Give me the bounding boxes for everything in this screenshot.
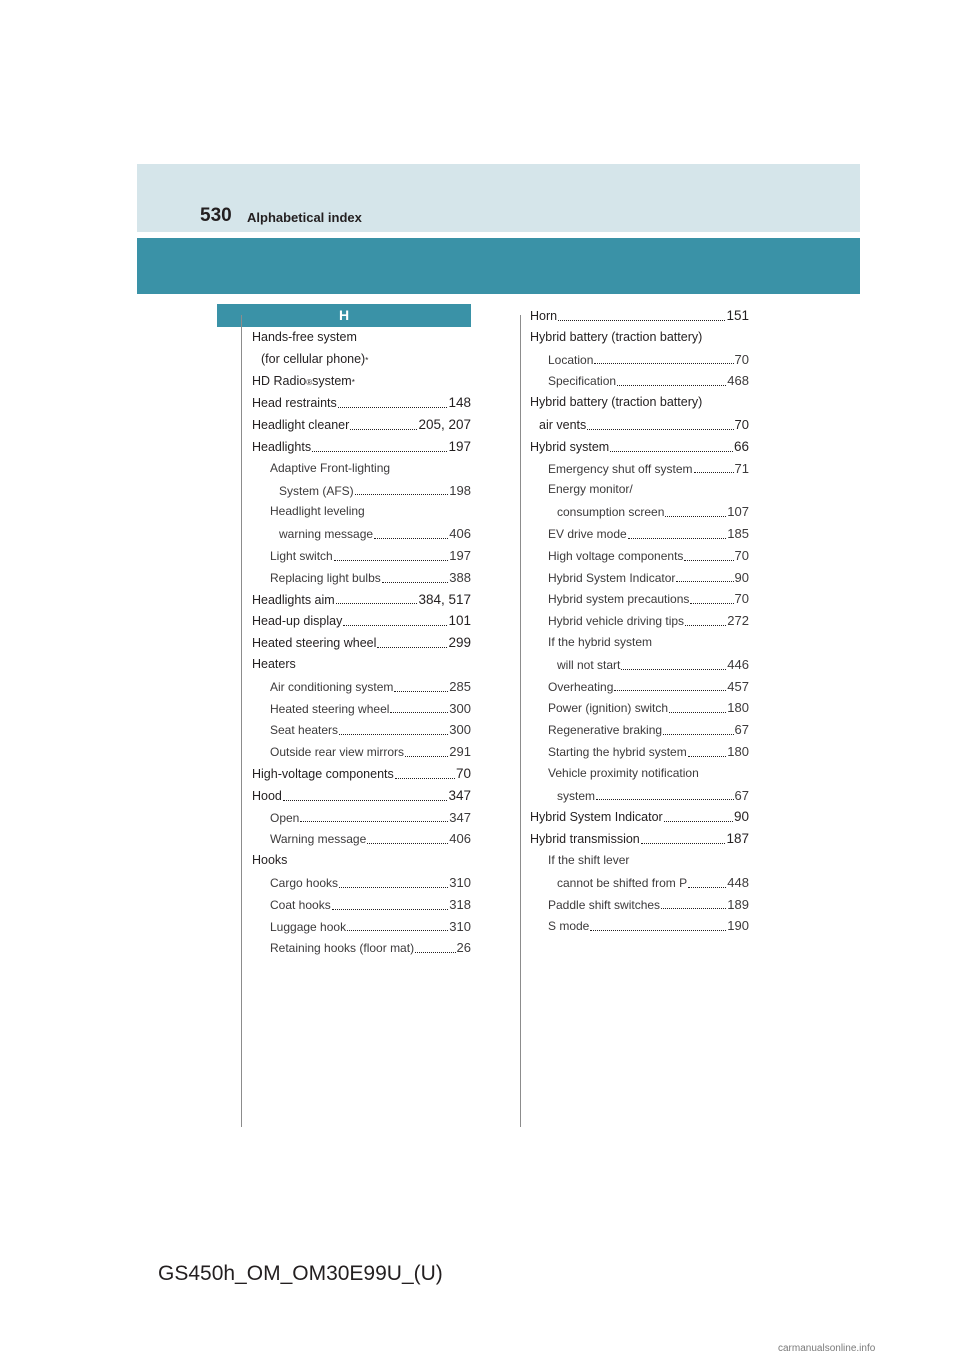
index-entry-term: (for cellular phone) (261, 351, 366, 366)
index-entry-term: Paddle shift switches (548, 897, 661, 912)
column-rule-right (520, 315, 521, 1127)
index-entry-term: Headlights aim (252, 592, 335, 607)
dot-leader (367, 842, 448, 844)
page-reference: 198 (449, 482, 471, 498)
index-entry (252, 392, 471, 414)
page-reference: 67 (734, 722, 749, 738)
dot-leader (665, 515, 726, 517)
dot-leader (350, 428, 417, 430)
page-title: Alphabetical index (247, 210, 362, 225)
index-entry (530, 305, 749, 327)
dot-leader (332, 908, 449, 910)
index-entry (530, 567, 749, 589)
index-entry-term: air vents (539, 417, 587, 432)
page-reference: 300 (449, 722, 471, 738)
index-entry (252, 937, 471, 959)
index-entry-term: Specification (548, 374, 617, 389)
index-entry-term: Luggage hook (270, 919, 347, 934)
page-reference: 70 (734, 351, 749, 367)
index-entry-term: Seat heaters (270, 723, 339, 738)
index-entry (530, 327, 749, 349)
dot-leader (610, 450, 733, 452)
index-entry-term: S mode (548, 919, 590, 934)
page-reference: 107 (727, 504, 749, 520)
dot-leader (594, 362, 733, 364)
document-code: GS450h_OM_OM30E99U_(U) (158, 1262, 443, 1285)
page-reference: 197 (448, 438, 471, 454)
dot-leader (283, 799, 448, 801)
dot-leader (343, 624, 447, 626)
page-reference: 90 (733, 809, 749, 825)
watermark: carmanualsonline.info (778, 1343, 876, 1354)
dot-leader (377, 646, 447, 648)
index-entry (252, 480, 471, 502)
index-entry-term: Heated steering wheel (270, 701, 390, 716)
page-reference: 70 (734, 416, 749, 432)
dot-leader (641, 842, 726, 844)
index-entry-term: Head-up display (252, 614, 343, 629)
index-entry-term: Heated steering wheel (252, 636, 377, 651)
dot-leader (587, 428, 733, 430)
index-entry (252, 785, 471, 807)
index-entry (252, 436, 471, 458)
dot-leader (312, 450, 447, 452)
page-reference: 310 (449, 918, 471, 934)
index-entry (252, 916, 471, 938)
index-entry (252, 523, 471, 545)
index-entry (530, 436, 749, 458)
page-reference: 70 (455, 765, 471, 781)
dot-leader (339, 886, 448, 888)
index-entry (252, 828, 471, 850)
index-entry (252, 698, 471, 720)
dot-leader (628, 537, 727, 539)
dot-leader (617, 384, 726, 386)
index-entry-term: Outside rear view mirrors (270, 745, 405, 760)
page-reference: 285 (449, 678, 471, 694)
index-entry-term: High-voltage components (252, 766, 394, 781)
dot-leader (663, 733, 733, 735)
index-entry-term: Hybrid battery (traction battery) (530, 395, 703, 410)
index-entry-term: Hybrid system (530, 439, 610, 454)
dot-leader (338, 406, 448, 408)
index-entry-term: consumption screen (557, 505, 665, 520)
index-entry-term: Power (ignition) switch (548, 701, 669, 716)
page-reference: 347 (448, 787, 471, 803)
index-entry (252, 719, 471, 741)
index-entry-term: Head restraints (252, 396, 337, 411)
dot-leader (676, 580, 733, 582)
index-entry-term: Energy monitor/ (548, 482, 633, 497)
header-band (137, 164, 860, 232)
index-entry-term: Retaining hooks (floor mat) (270, 941, 415, 956)
index-entry (530, 697, 749, 719)
index-entry-term: System (AFS) (279, 483, 354, 498)
index-entry-term: Air conditioning system (270, 679, 394, 694)
index-entry-term: Regenerative braking (548, 723, 663, 738)
index-entry-term: Adaptive Front-lighting (270, 460, 391, 475)
index-entry-term: Hybrid System Indicator (530, 810, 663, 825)
index-entry (530, 501, 749, 523)
index-entry (530, 610, 749, 632)
index-entry (252, 741, 471, 763)
index-entry (252, 807, 471, 829)
dot-leader (395, 777, 455, 779)
index-entry (530, 741, 749, 763)
index-entry-term: Cargo hooks (270, 875, 339, 890)
page-reference: 300 (449, 700, 471, 716)
index-entry (530, 828, 749, 850)
dot-leader (669, 711, 726, 713)
index-entry-term: system (557, 788, 596, 803)
section-letter-bar: H (217, 304, 471, 327)
index-entry (252, 654, 471, 676)
index-entry-term: cannot be shifted from P (557, 875, 688, 890)
index-entry-term: Hooks (252, 853, 288, 868)
dot-leader (347, 929, 448, 931)
index-entry (530, 458, 749, 480)
page-reference: 70 (734, 547, 749, 563)
index-entry (252, 567, 471, 589)
index-entry-term: Horn (530, 309, 558, 323)
page-reference: 291 (449, 744, 471, 760)
index-entry (530, 872, 749, 894)
index-entry-term: Hybrid battery (traction battery) (530, 329, 703, 344)
index-entry-term: Hood (252, 788, 282, 803)
index-entry-term: High voltage components (548, 548, 684, 563)
dot-leader (590, 929, 726, 931)
index-entry: (for cellular phone) * (252, 349, 471, 371)
index-column-left (252, 327, 471, 959)
index-entry (530, 414, 749, 436)
page-reference: 148 (448, 395, 471, 411)
index-entry-term: If the shift lever (548, 852, 630, 867)
index-entry (530, 349, 749, 371)
dot-leader (382, 581, 449, 583)
dot-leader (390, 711, 448, 713)
page-reference: 310 (449, 874, 471, 890)
dot-leader (661, 907, 726, 909)
page-reference: 180 (727, 743, 749, 759)
index-entry (530, 588, 749, 610)
page-reference: 189 (727, 896, 749, 912)
dot-leader (596, 798, 734, 800)
dot-leader (374, 537, 448, 539)
index-entry (252, 872, 471, 894)
dot-leader (405, 755, 448, 757)
index-entry (530, 719, 749, 741)
page-reference: 90 (734, 569, 749, 585)
index-entry-term: Headlight leveling (270, 504, 365, 519)
index-entry-term: HD Radio (252, 373, 307, 388)
index-entry-term: Vehicle proximity notification (548, 765, 699, 780)
dot-leader (336, 602, 418, 604)
index-entry-term-suffix: system (312, 373, 352, 388)
page-reference: 457 (727, 678, 749, 694)
dot-leader (688, 886, 726, 888)
index-entry-term: Heaters (252, 656, 296, 671)
page-reference: 347 (449, 809, 471, 825)
page-reference: 406 (449, 831, 471, 847)
dot-leader (685, 624, 726, 626)
page-reference: 190 (727, 918, 749, 934)
index-entry-term: Hybrid system precautions (548, 592, 690, 607)
page-reference: 66 (733, 438, 749, 454)
index-entry-term: Warning message (270, 832, 367, 847)
page-reference: 406 (449, 526, 471, 542)
page-reference: 384, 517 (418, 591, 471, 607)
index-entry-term: Light switch (270, 548, 333, 563)
index-entry (252, 894, 471, 916)
index-entry-term: Coat hooks (270, 897, 331, 912)
dot-leader (614, 689, 726, 691)
page-reference: 67 (734, 787, 749, 803)
page-reference: 448 (727, 874, 749, 890)
dot-leader (415, 951, 455, 953)
index-entry (530, 850, 749, 872)
index-entry (530, 894, 749, 916)
index-entry-term: If the hybrid system (548, 634, 653, 649)
page-reference: 318 (449, 896, 471, 912)
index-entry-term: EV drive mode (548, 526, 627, 541)
section-banner (137, 238, 860, 294)
dot-leader (684, 559, 733, 561)
index-entry (530, 806, 749, 828)
index-entry (252, 501, 471, 523)
page-reference: 468 (727, 373, 749, 389)
page-reference: 187 (726, 831, 749, 847)
index-entry (530, 523, 749, 545)
page-reference: 151 (726, 308, 749, 323)
index-column-right (530, 305, 749, 937)
index-entry-term: Headlight cleaner (252, 418, 350, 433)
index-entry (252, 589, 471, 611)
index-entry-term: Hybrid System Indicator (548, 570, 676, 585)
index-entry (252, 676, 471, 698)
index-entry (530, 392, 749, 414)
index-entry (530, 479, 749, 501)
page-reference: 205, 207 (418, 417, 471, 433)
index-entry (252, 850, 471, 872)
dot-leader (664, 820, 733, 822)
dot-leader (688, 755, 727, 757)
dot-leader (621, 668, 726, 670)
index-entry (530, 632, 749, 654)
page-reference: 299 (448, 635, 471, 651)
dot-leader (558, 319, 725, 321)
dot-leader (300, 820, 448, 822)
column-rule-left (241, 315, 242, 1127)
dot-leader (355, 493, 449, 495)
page-reference: 101 (448, 613, 471, 629)
page-reference: 272 (727, 613, 749, 629)
index-entry (530, 676, 749, 698)
index-entry-term: Overheating (548, 679, 614, 694)
dot-leader (690, 602, 733, 604)
index-entry (530, 915, 749, 937)
index-entry (252, 458, 471, 480)
index-entry (530, 370, 749, 392)
index-entry (530, 763, 749, 785)
index-entry (252, 414, 471, 436)
dot-leader (334, 559, 449, 561)
index-entry (530, 785, 749, 807)
dot-leader (394, 690, 448, 692)
page-reference: 70 (734, 591, 749, 607)
page-reference: 446 (727, 656, 749, 672)
index-entry-term: Replacing light bulbs (270, 570, 381, 585)
page-reference: 26 (456, 940, 471, 956)
index-entry-term: will not start (557, 657, 621, 672)
index-entry-term: Location (548, 352, 594, 367)
index-entry-term: Starting the hybrid system (548, 744, 687, 759)
index-entry-term: Hybrid vehicle driving tips (548, 614, 685, 629)
index-entry-term: Hands-free system (252, 330, 357, 344)
page-reference: 71 (734, 460, 749, 476)
index-entry-term: warning message (279, 527, 374, 542)
dot-leader (694, 471, 734, 473)
page-number: 530 (200, 205, 232, 226)
index-entry (252, 632, 471, 654)
index-entry (252, 545, 471, 567)
dot-leader (339, 733, 448, 735)
page-reference: 388 (449, 569, 471, 585)
index-entry (252, 610, 471, 632)
index-entry-term: Hybrid transmission (530, 832, 640, 847)
page-reference: 197 (449, 547, 471, 563)
index-entry-term: Open (270, 810, 300, 825)
index-entry (252, 327, 471, 349)
index-entry-term: Headlights (252, 439, 312, 454)
index-entry-term: Emergency shut off system (548, 461, 693, 476)
index-entry (530, 545, 749, 567)
index-entry (252, 763, 471, 785)
page-reference: 185 (727, 525, 749, 541)
index-entry (530, 654, 749, 676)
page-reference: 180 (727, 700, 749, 716)
index-entry: HD Radio ® system * (252, 371, 471, 393)
